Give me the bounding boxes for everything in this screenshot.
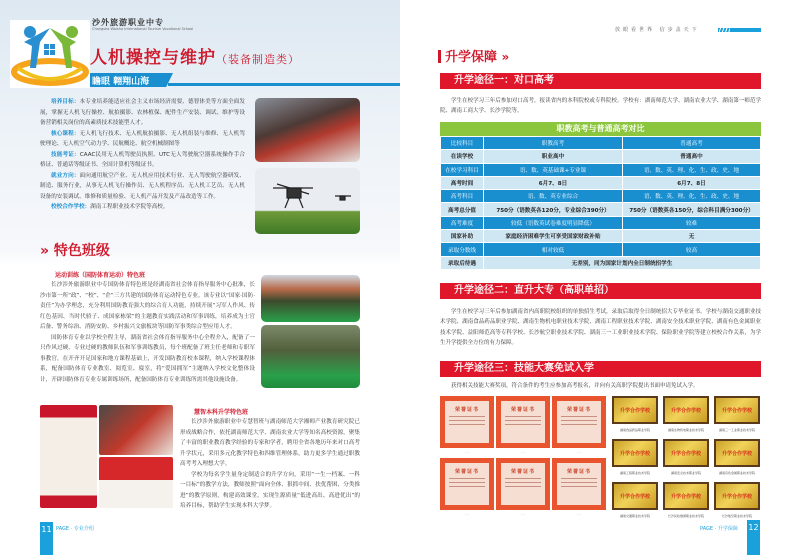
table-row	[441, 216, 761, 229]
site-logo	[10, 20, 90, 88]
chevron-right-icon: »	[40, 243, 50, 259]
classroom-photo	[255, 98, 360, 162]
feature-class-2-para: 长沙涉外旅游职业中专慧智班与湖南师范大学湘师产业教育研究院已形成战略合作，依托湖南师范大学、湖南农业大学等知名高校资源，聚集了丰富的职业教育教学经验的专家和学者，聘用全省各地历年来对口高考升学状元，采用多元化教学特色和四维管理体系，助力更多学生通过职教高考考入理想大学。	[180, 419, 360, 467]
intro-certs: 技能考证：CAAC民用无人机驾驶员执照、UTC无人驾驶航空器系统操作手合格证、普通话等级证书、全国计算机等级证书。	[40, 151, 245, 168]
table-row	[441, 203, 761, 216]
feature-section-title	[40, 240, 110, 260]
partner-plaque: 升学合作学校 长沙航空职业技术学院	[714, 482, 760, 525]
partner-plaque: 升学合作学校 湖南安全技术职业学院	[663, 439, 709, 482]
table-cell: 国家补助	[441, 230, 484, 243]
major-title-text: 人机操控与维护	[90, 48, 216, 68]
certificate-gallery	[440, 396, 606, 518]
section-title-text: 升学保障	[445, 50, 498, 65]
school-name-en: Changsha Waisha International Tourism Vocational School	[92, 27, 194, 31]
table-cell: 6月7、8日	[623, 176, 761, 189]
table-row	[441, 243, 761, 256]
certificate: 荣誉证书 · · ·	[496, 396, 550, 456]
handshake-photo	[99, 457, 173, 508]
table-cell: 高考总分值	[441, 203, 484, 216]
drone-icon	[255, 168, 360, 234]
partner-plaque: 升学合作学校 湖南工程职业技术学院	[612, 439, 658, 482]
table-row	[441, 190, 761, 203]
major-title	[90, 43, 300, 68]
table-cell: 录取分数线	[441, 243, 484, 256]
school-name: 沙外旅游职业中专	[92, 18, 164, 27]
table-cell: 高考难度	[441, 216, 484, 229]
table-cell: 较高	[623, 243, 761, 256]
table-cell: 语、数、英基础课+专业课	[484, 163, 623, 176]
table-header-cell: 普通高考	[623, 137, 761, 150]
table-cell: 在读学校	[441, 150, 484, 163]
partner-plaque: 升学合作学校 湖南食品药品职业学院	[612, 396, 658, 439]
combat-training-photo	[261, 325, 360, 388]
comparison-caption: 职教高考与普通高考对比	[440, 122, 761, 136]
intro-courses: 核心课程：无人机飞行技术、无人机航拍摄影、无人机组装与维修、无人机驾驶理论、无人机空气动力学、民航概论、航空机械制图等	[40, 130, 245, 147]
table-header-cell: 职教高考	[484, 137, 623, 150]
feature-title-text: 特色班级	[53, 243, 110, 259]
partner-plaque: 升学合作学校 湖南生物机电职业技术学院	[663, 396, 709, 439]
table-cell: 在校学习科目	[441, 163, 484, 176]
table-cell: 家庭经济困难学生可享受国家财政补贴	[484, 230, 623, 243]
certificate: 荣誉证书 · · ·	[496, 458, 550, 518]
partner-plaque: 升学合作学校 长沙民政旅游职业技术学院	[663, 482, 709, 525]
military-drill-photo	[261, 275, 360, 322]
table-cell: 语、数、英专业综合	[484, 190, 623, 203]
table-cell: 语、数、英、理、化、生、政、史、地	[623, 163, 761, 176]
table-cell: 高考时间	[441, 176, 484, 189]
table-cell: 语、数、英、理、化、生、政、史、地	[623, 190, 761, 203]
slogan-banner	[88, 73, 360, 87]
page-label: PAGE · 专业介绍	[56, 526, 94, 532]
table-cell: 较低（语数英试卷难度明显降低）	[484, 216, 623, 229]
slogan-text: 瞻眼 翱翔山海	[92, 77, 150, 87]
table-row	[441, 176, 761, 189]
table-cell: 录取后待遇	[441, 256, 484, 269]
major-category: （装备制造类）	[216, 53, 300, 66]
partner-plaque: 升学合作学校 湖南有色金属职业技术学院	[714, 439, 760, 482]
path1-banner: 升学途径一：对口高考	[440, 73, 761, 89]
path2-banner: 升学途径二：直升大专（高职单招）	[440, 283, 761, 299]
feature-class-1-body	[40, 280, 255, 385]
intro-partners: 校校合作学校：湖南工程职业技术学院等高校。	[51, 204, 169, 210]
table-row	[441, 256, 761, 269]
feature-class-1-title: 运动训练（国防体育运动）特色班	[55, 272, 146, 279]
section-title	[438, 46, 509, 65]
path2-text: 学生在校学习三年后参加湖南省内高职院校组织的单独招生考试，录取后取得全日制统招大专毕业证书。学校与湖南交通职业技术学院、湖南食品药品职业学院、湖南生物机电职业技术学院、湖南工程职业技术学院、湖南安全技术职业学院、湖南有色金属职业技术学院、益阳师范高等专科学校、长沙航空职业技术学院、湖南三一工业职业技术学院、保险职业学院等建立校校合作关系，为学生升学提供全方位的有力保障。	[440, 309, 761, 346]
table-cell: 普通高中	[623, 150, 761, 163]
table-cell: 职业高中	[484, 150, 623, 163]
drone-photo	[255, 168, 360, 234]
honor-list-photo	[40, 405, 97, 508]
table-row	[441, 163, 761, 176]
intro-careers: 就业方向：面向通用航空产业、无人机应用技术行业、无人驾驶航空器研发、制造、服务行业，从事无人机飞行操作员、无人机程序员、无人机工艺员、无人机设备的安装调试、维修和质量检验、无人机产品开发及产品改造等工作。	[40, 172, 245, 200]
chevron-right-icon: »	[501, 50, 510, 64]
table-cell: 无	[623, 230, 761, 243]
feature-class-2-body	[180, 417, 360, 512]
table-row	[441, 230, 761, 243]
path1-text: 学生在校学习三年后参加对口高考，报读省内的本科院校或专科院校。学校有：湖南师范大学、湖南农业大学、湖南第一师范学院、湖南工商大学、长沙学院等。	[440, 98, 761, 115]
table-cell: 750分（语数英各150分，综合科目满分300分）	[623, 203, 761, 216]
certificate: 荣誉证书 · · ·	[552, 396, 606, 456]
comparison-table	[440, 122, 761, 270]
feature-class-2-para: 学校为每名学生量身定制适合的升学方向，采用“一生一档案、一科一目标”的教学方法，教师按照“面向全体、狠抓中间、扶优帮困、分类推进”的教学原则，构建高效课堂，实现生源质量“低进高出、高进优出”的培养目标，帮助学生实现本科大学梦。	[180, 471, 360, 509]
table-header-row	[441, 137, 761, 150]
feature-class-1-para: 长沙涉外旅游职业中专国防体育特色班是经湖南省社会体育指导服务中心批准，长沙市第一所“政”、“校”、“企”三方共建的国防体育运动特色专业。该专业以“国家·国防·责任”为办学理念，充分利用国防教育强大的综合育人功能，持续开展“习军人作风、传红色基因、当时代骄子、成国家栋梁”的主题教育实践活动和军事训练，培养成为士官后备、警务综治、消防安防、乡村振兴文旅板块等国防军事类综合型应用人才。	[40, 282, 255, 330]
feature-class-1-para: 国防体育专业以学校全程主导，湖南省社会体育指导服务中心全程介入，配备了一只作风过硬、专业过硬的教师队伍和军事训练教员，每个班配备了班主任老师和专职军事教官，在开齐开足国家和地方课程基础上，开发国防教育校本课程，纳入学校课程体系，配备国防体育专业教室、阅览室、寝室，将“爱国拥军”主题纳入学校文化整体设计，开辟国防体育专业专属训练场所，配备国防体育专业训练所需其他设施设备。	[40, 334, 255, 383]
header-slogan: 放眼看世界 信步盖天下	[615, 27, 700, 33]
table-cell: 较难	[623, 216, 761, 229]
header-bar	[730, 28, 761, 32]
page-number: 11	[40, 522, 53, 555]
certificate: 荣誉证书 · · ·	[440, 458, 494, 518]
path3-text: 获得相关技能大赛奖项，符合条件的考生应参加高考报名，并向有关高职学院提出书面申请免试入学。	[451, 383, 699, 389]
page-number: 12	[747, 520, 760, 555]
table-cell: 高考科目	[441, 190, 484, 203]
partner-plaque: 升学合作学校 湖南交通职业技术学院	[612, 482, 658, 525]
table-cell: 相对较低	[484, 243, 623, 256]
page-label: PAGE · 升学保障	[700, 526, 738, 532]
partner-plaque-gallery	[612, 396, 761, 525]
partner-plaque: 升学合作学校 湖南三一工业职业技术学院	[714, 396, 760, 439]
table-cell: 6月7、8日	[484, 176, 623, 189]
major-intro	[40, 97, 245, 213]
right-page	[400, 0, 800, 555]
table-row	[441, 150, 761, 163]
table-header-cell: 比较科目	[441, 137, 484, 150]
house-people-logo-icon	[10, 20, 90, 88]
table-cell: 无差别，同为国家计划内全日制统招学生	[484, 256, 761, 269]
path3-banner: 升学途径三：技能大赛免试入学	[440, 361, 761, 377]
ceremony-photo	[99, 405, 173, 455]
certificate: 荣誉证书 · · ·	[440, 396, 494, 456]
table-cell: 750分（语数英各120分，专业综合390分）	[484, 203, 623, 216]
feature-class-2-title: 慧智本科升学特色班	[194, 409, 249, 416]
certificate: 荣誉证书 · · ·	[552, 458, 606, 518]
intro-goal: 培养目标：本专业培养能适应社会主义市场经济需要、德智体美等方面全面发展，掌握无人机飞行操控、航拍摄影、农林植保、配件生产安装、调试、维护等设备营销相关岗位的高素质技术技能型人才。	[40, 99, 245, 126]
